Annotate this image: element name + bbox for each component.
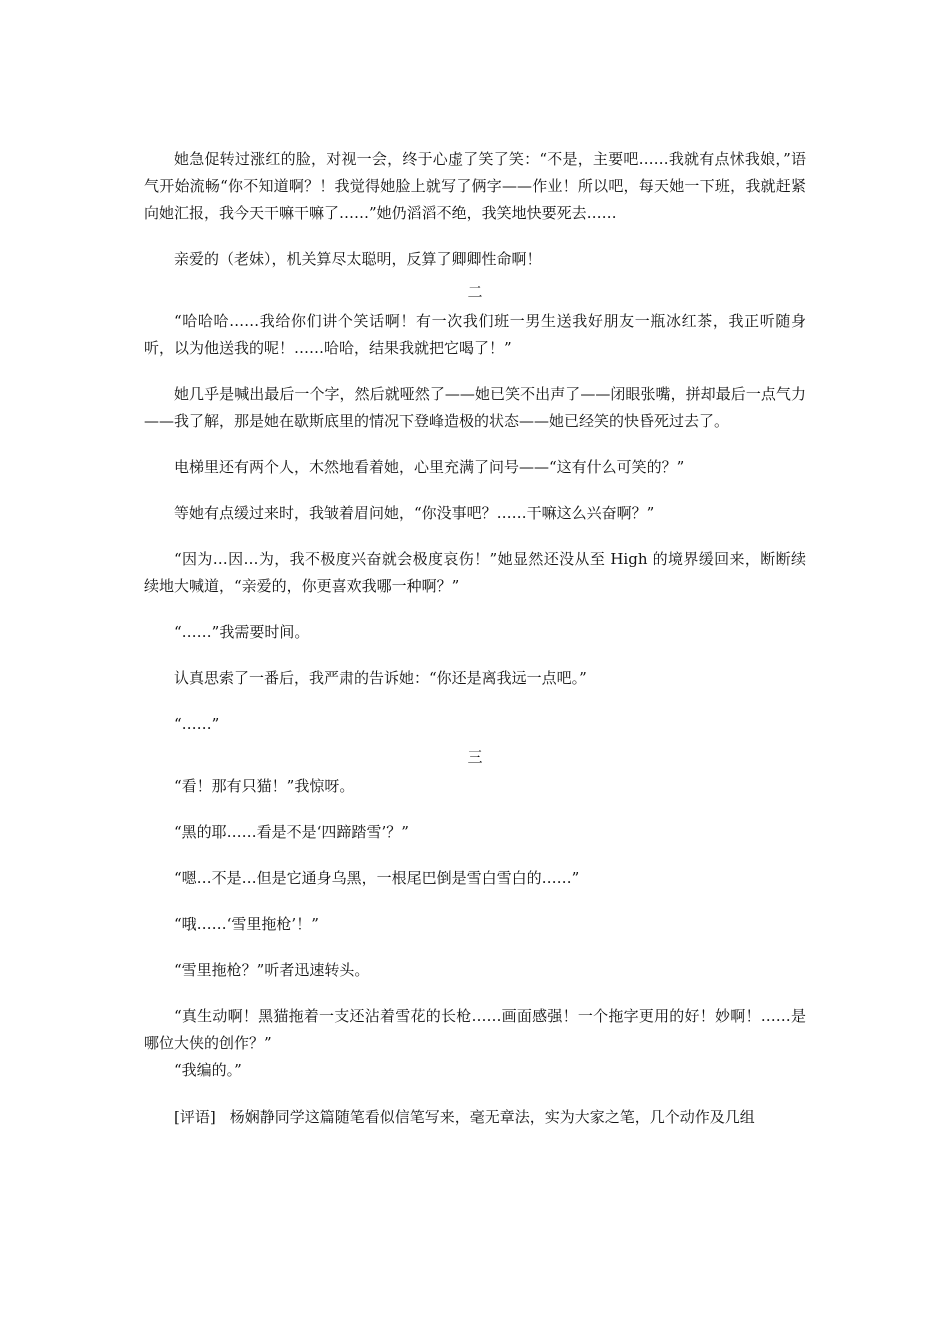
- paragraph: “真生动啊！黑猫拖着一支还沾着雪花的长枪……画面感强！一个拖字更用的好！妙啊！……是哪位大侠的创作？”: [144, 1007, 806, 1052]
- paragraph: “看！那有只猫！”我惊呀。: [174, 777, 355, 795]
- section-heading-2: 二: [467, 283, 483, 301]
- paragraph: “嗯…不是…但是它通身乌黑，一根尾巴倒是雪白雪白的……”: [174, 869, 580, 887]
- paragraph: “雪里拖枪？”听者迅速转头。: [174, 961, 370, 979]
- paragraph: 她几乎是喊出最后一个字，然后就哑然了——她已笑不出声了——闭眼张嘴，拼却最后一点气力——我了解，那是她在歇斯底里的情况下登峰造极的状态——她已经笑的快昏死过去了。: [144, 385, 806, 430]
- teacher-comment: [144, 1104, 806, 1131]
- paragraph: “……”我需要时间。: [174, 623, 310, 641]
- comment-tag: [评语]: [174, 1108, 216, 1126]
- paragraph: 等她有点缓过来时，我皱着眉问她，“你没事吧？……干嘛这么兴奋啊？”: [174, 504, 655, 522]
- section-heading-3: 三: [467, 748, 483, 766]
- paragraph: “因为…因…为，我不极度兴奋就会极度哀伤！”她显然还没从至 High 的境界缓回来，断断续续地大喊道，“亲爱的，你更喜欢我哪一种啊？”: [144, 550, 806, 595]
- document-page: [144, 146, 806, 1131]
- paragraph: “哦……‘雪里拖枪’！”: [174, 915, 319, 933]
- paragraph: “黑的耶……看是不是‘四蹄踏雪’？”: [174, 823, 409, 841]
- paragraph: 亲爱的（老妹），机关算尽太聪明，反算了卿卿性命啊！: [174, 250, 542, 268]
- paragraph: 认真思索了一番后，我严肃的告诉她：“你还是离我远一点吧。”: [174, 669, 587, 687]
- paragraph: “哈哈哈……我给你们讲个笑话啊！有一次我们班一男生送我好朋友一瓶冰红茶，我正听随身听，以为他送我的呢！……哈哈，结果我就把它喝了！”: [144, 312, 806, 357]
- paragraph: “我编的。”: [174, 1061, 242, 1079]
- paragraph: “……”: [174, 715, 220, 733]
- comment-text: 杨娴静同学这篇随笔看似信笔写来，毫无章法，实为大家之笔，几个动作及几组: [229, 1108, 755, 1126]
- paragraph: 她急促转过涨红的脸，对视一会，终于心虚了笑了笑：“不是，主要吧……我就有点怵我娘，”语气开始流畅“你不知道啊？！我觉得她脸上就写了俩字——作业！所以吧，每天她一下班，我就赶紧向她汇报，我今天干嘛干嘛了……”她仍滔滔不绝，我笑地快要死去……: [144, 150, 806, 222]
- paragraph: 电梯里还有两个人，木然地看着她，心里充满了问号——“这有什么可笑的？”: [174, 458, 685, 476]
